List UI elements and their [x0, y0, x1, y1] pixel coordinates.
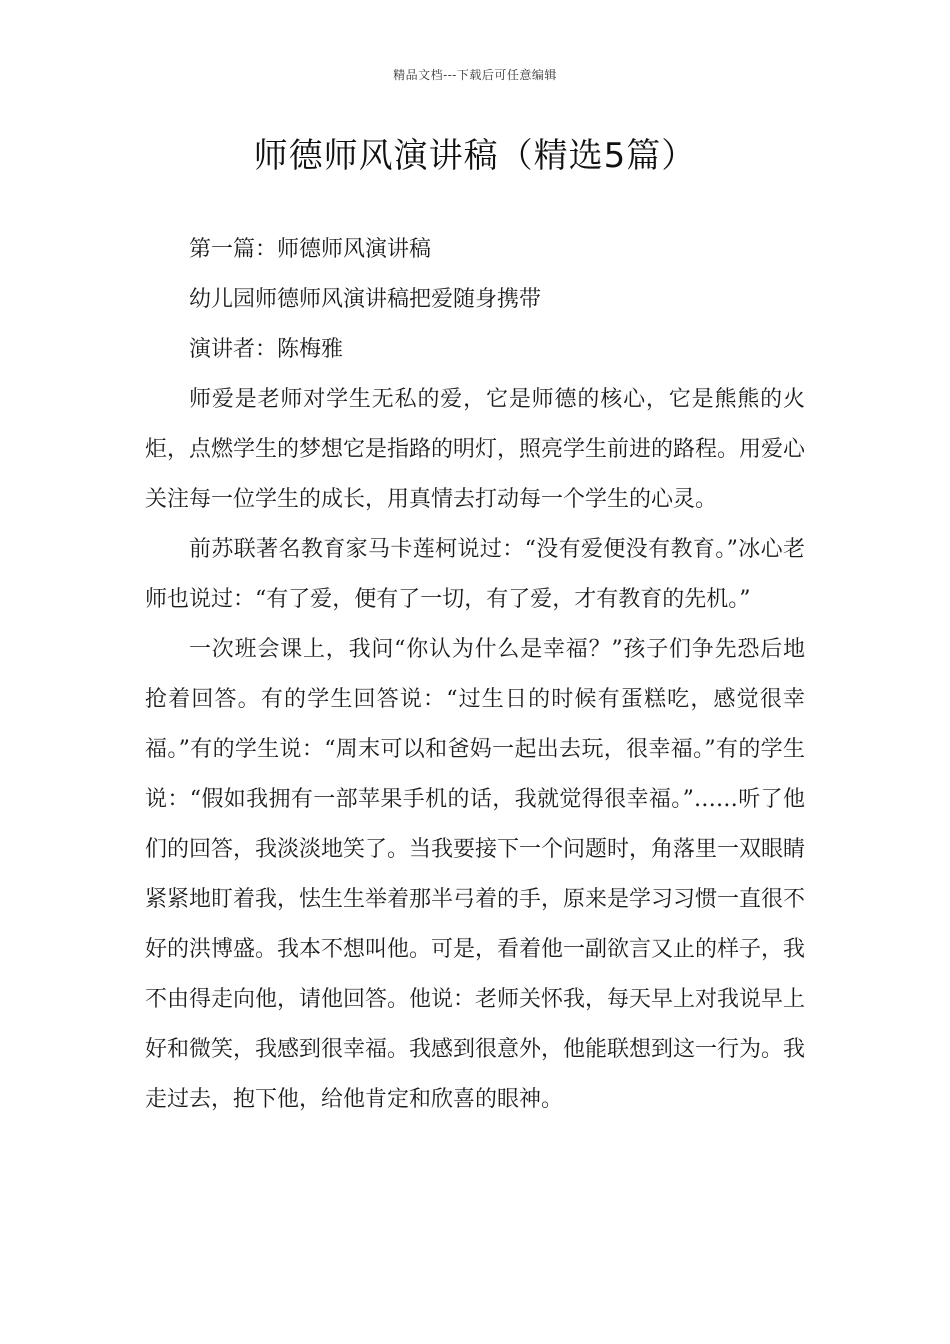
- paragraph-subtitle: 幼儿园师德师风演讲稿把爱随身携带: [189, 287, 542, 312]
- paragraph: 师爱是老师对学生无私的爱，它是师德的核心，它是熊熊的火炬，点燃学生的梦想它是指路的明灯，照亮学生前进的路程。用爱心关注每一位学生的成长，用真情去打动每一个学生的心灵。: [145, 387, 806, 512]
- header-note: 精品文档---下载后可任意编辑: [393, 68, 557, 82]
- paragraph: 前苏联著名教育家马卡莲柯说过：“没有爱便没有教育。”冰心老师也说过：“有了爱，便有了一切，有了爱，才有教育的先机。”: [145, 537, 805, 612]
- paragraph: 一次班会课上，我问“你认为什么是幸福？”孩子们争先恐后地抢着回答。有的学生回答说：“过生日的时候有蛋糕吃，感觉很幸福。”有的学生说：“周末可以和爸妈一起出去玩，很幸福。”有的学生说：“假如我拥有一部苹果手机的话，我就觉得很幸福。”……听了他们的回答，我淡淡地笑了。当我要接下一个问题时，角落里一双眼睛紧紧地盯着我，怯生生举着那半弓着的手，原来是学习习惯一直很不好的洪博盛。我本不想叫他。可是，看着他一副欲言又止的样子，我不由得走向他，请他回答。他说：老师关怀我，每天早上对我说早上好和微笑，我感到很幸福。我感到很意外，他能联想到这一行为。我走过去，抱下他，给他肯定和欣喜的眼神。: [145, 637, 806, 1112]
- document-title: 师德师风演讲稿（精选5篇）: [253, 136, 697, 176]
- paragraph-section-heading: 第一篇：师德师风演讲稿: [189, 237, 432, 262]
- paragraph-speaker: 演讲者：陈梅雅: [189, 337, 344, 362]
- document-body: [145, 225, 805, 1125]
